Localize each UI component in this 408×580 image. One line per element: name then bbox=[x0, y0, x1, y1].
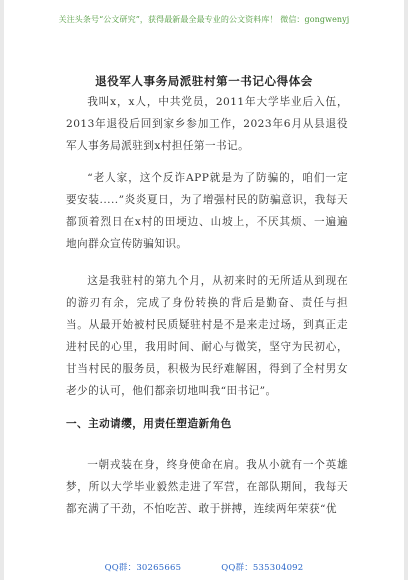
document-title: 退役军人事务局派驻村第一书记心得体会 bbox=[95, 74, 313, 88]
paragraph-military-dream: 一朝戎装在身，终身使命在肩。我从小就有一个英雄梦，所以大学毕业毅然走进了军营，在部队期间，我每天都充满了干劲，不怕吃苦、敢于拼搏，连续两年荣获“优 bbox=[66, 459, 348, 515]
qq-group-2: QQ群：535304092 bbox=[221, 563, 304, 573]
qq-group-1: QQ群：30265665 bbox=[104, 563, 182, 573]
footer-qq-groups bbox=[4, 561, 404, 573]
document-page bbox=[4, 0, 404, 580]
paragraph-intro: 我叫x，x人，中共党员，2011年大学毕业后入伍，2013年退役后回到家乡参加工作，2023年6月从县退役军人事务局派驻到x村担任第一书记。 bbox=[66, 96, 348, 152]
section-heading-1: 一、主动请缨，用责任塑造新角色 bbox=[66, 418, 232, 430]
promo-header: 关注头条号“公文研究”，获得最新最全最专业的公文资料库！ 微信：gongwenyj bbox=[58, 15, 350, 24]
paragraph-anti-fraud: “老人家，这个反诈APP就是为了防骗的，咱们一定要安装.....”炎炎夏日，为了增强村民的防骗意识，我每天都顶着烈日在x村的田埂边、山坡上，不厌其烦、一遍遍地向群众宣传防骗知识。 bbox=[66, 172, 348, 250]
paragraph-ninth-month: 这是我驻村的第九个月，从初来时的无所适从到现在的游刃有余，完成了身份转换的背后是勤奋、责任与担当。从最开始被村民质疑驻村是不是来走过场，到真正走进村民的心里，我用时间、耐心与微笑，坚守为民初心，甘当村民的服务员，积极为民纾难解困，得到了全村男女老少的认可，他们都亲切地叫我“田书记”。 bbox=[66, 275, 348, 397]
